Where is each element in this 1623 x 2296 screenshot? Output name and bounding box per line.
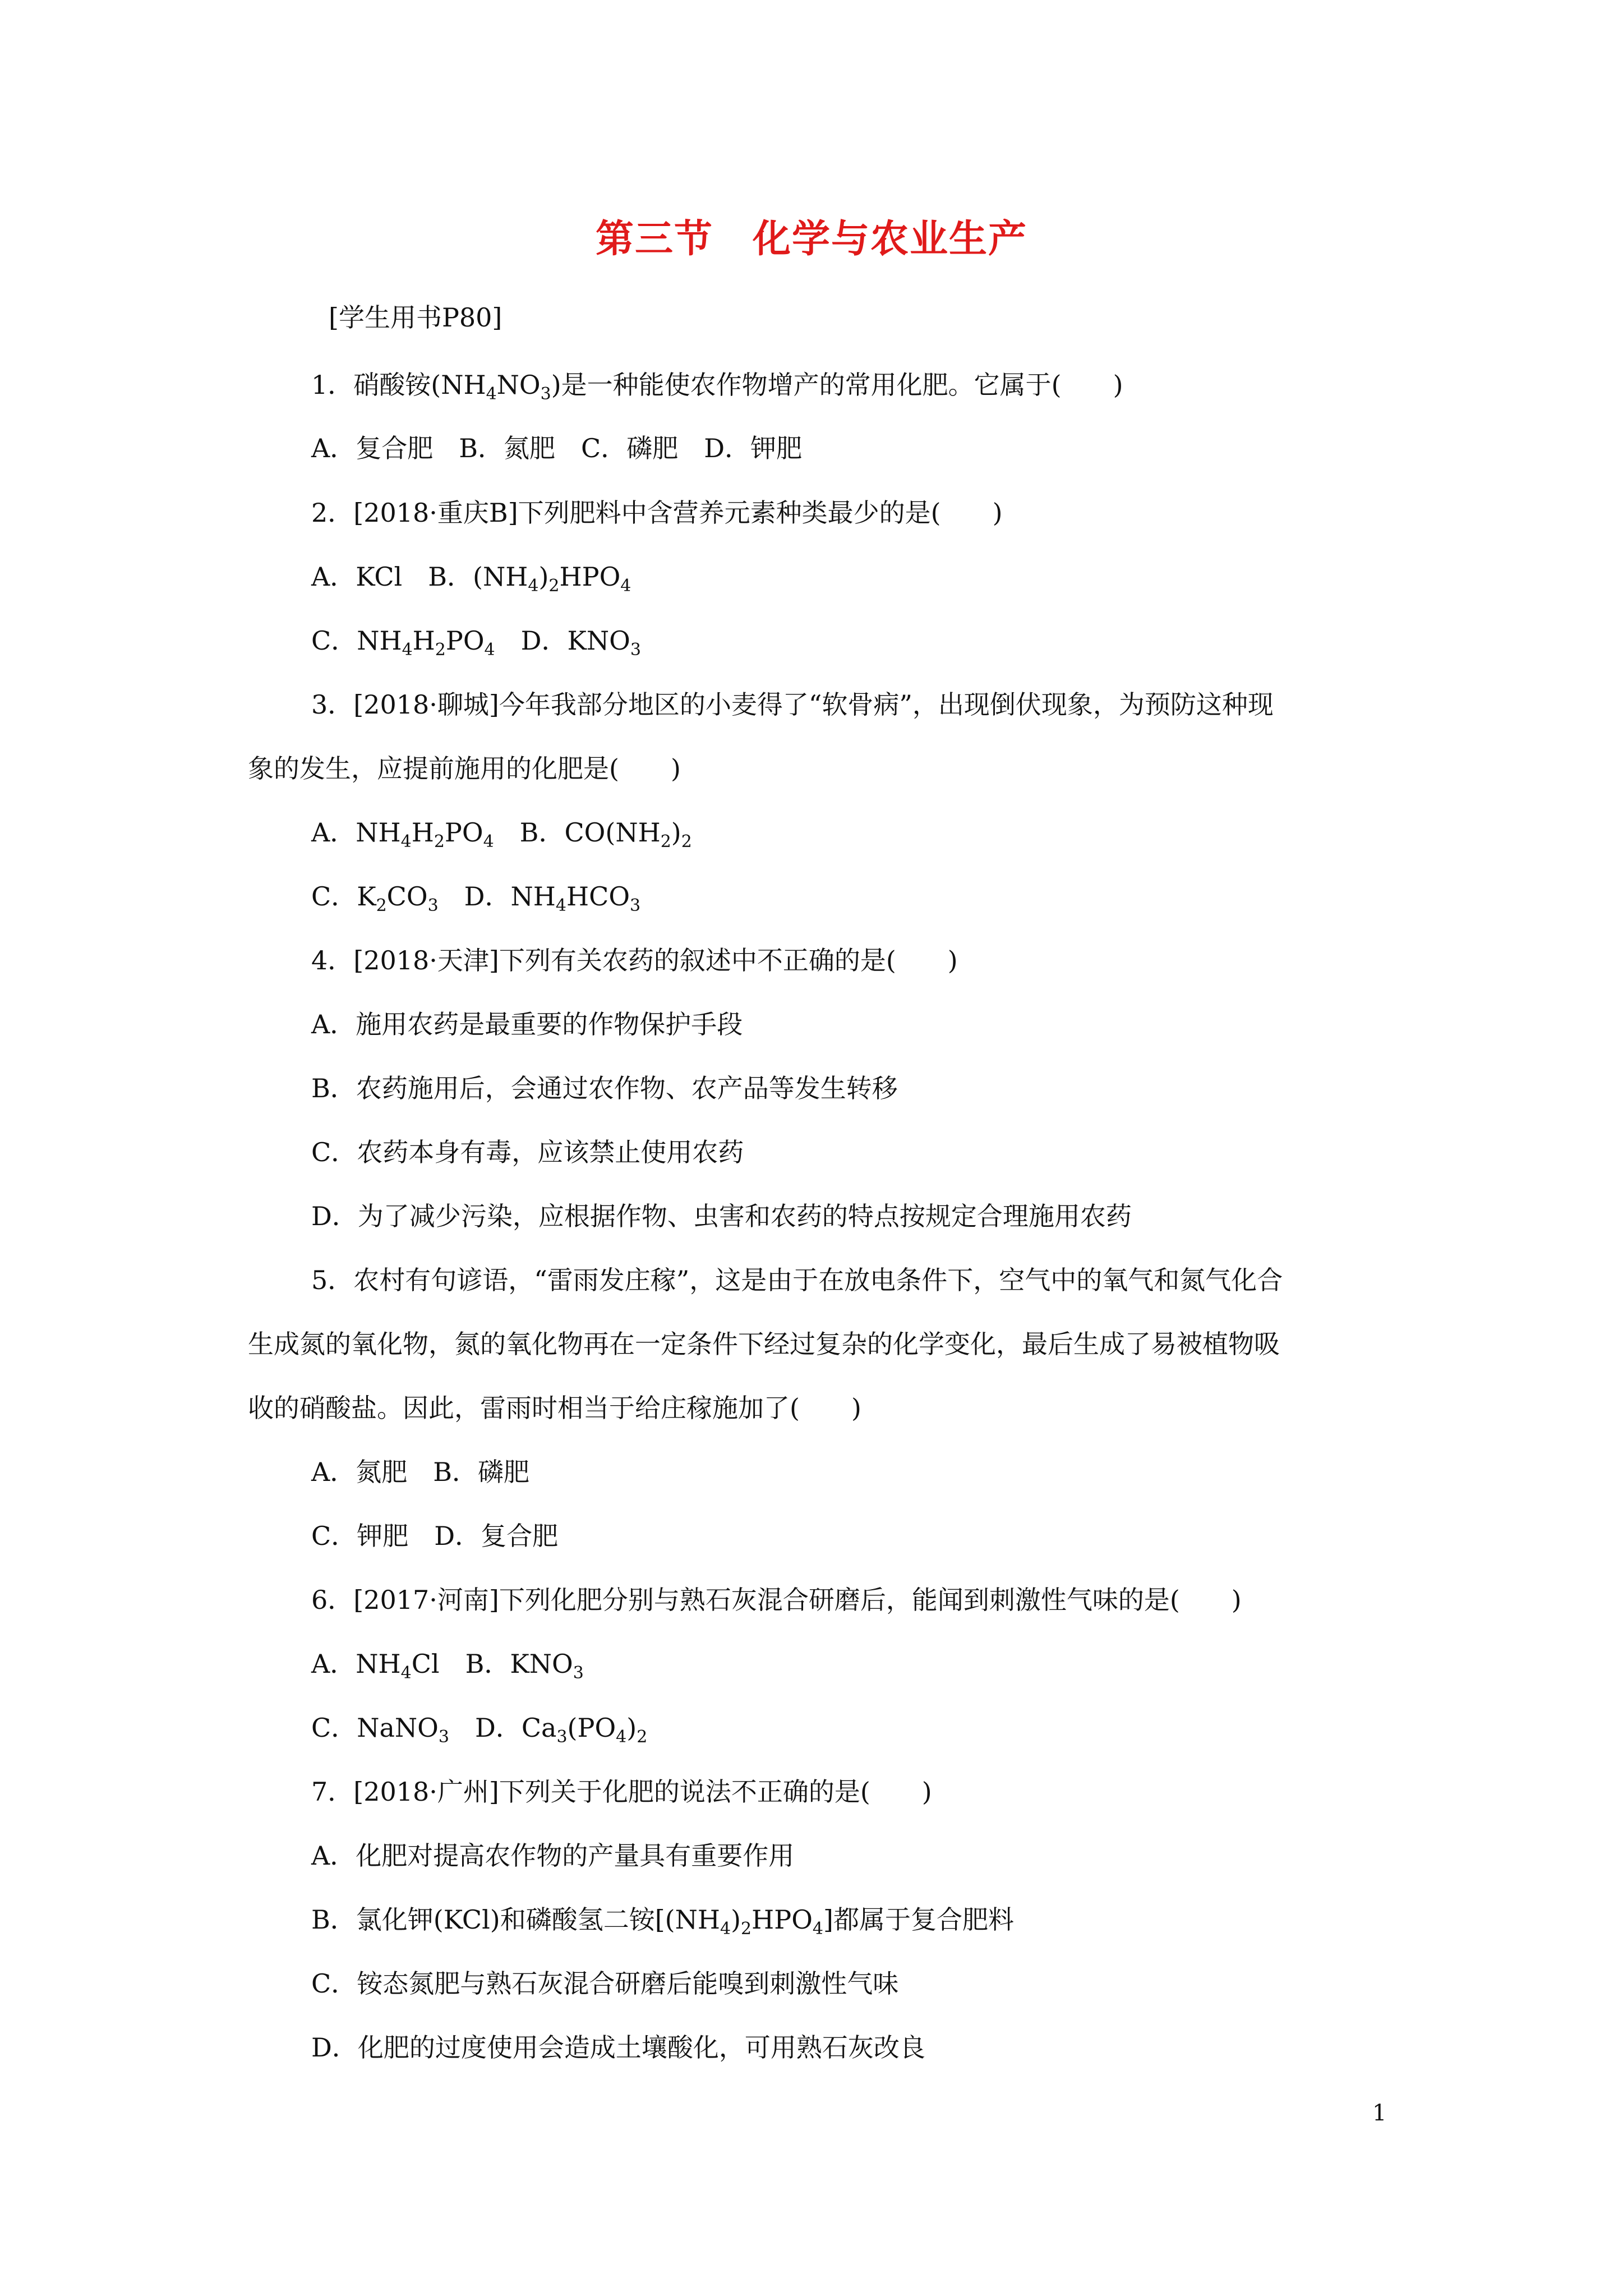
question-3-stem-line-2: 象的发生，应提前施用的化肥是( )	[248, 753, 681, 784]
source-reference: [学生用书P80]	[329, 302, 502, 333]
question-4-option-c: C．农药本身有毒，应该禁止使用农药	[311, 1137, 744, 1167]
question-4-stem: 4．[2018·天津]下列有关农药的叙述中不正确的是( )	[311, 945, 958, 976]
question-4-option-a: A．施用农药是最重要的作物保护手段	[311, 1009, 743, 1039]
page-title	[0, 209, 1623, 263]
question-7-option-a: A．化肥对提高农作物的产量具有重要作用	[311, 1841, 795, 1871]
question-6-stem: 6．[2017·河南]下列化肥分别与熟石灰混合研磨后，能闻到刺激性气味的是( )	[311, 1585, 1242, 1615]
question-7-option-c: C．铵态氮肥与熟石灰混合研磨后能嗅到刺激性气味	[311, 1968, 899, 1999]
question-2-options-cd: C．$NH_4H_2PO_4$ D．$KNO_3$	[311, 625, 641, 660]
title-section: 第三节	[595, 217, 713, 261]
question-5-stem-line-3: 收的硝酸盐。因此，雷雨时相当于给庄稼施加了( )	[248, 1393, 861, 1423]
question-2-options-ab: A．KCl B．$(NH_4)_2HPO_4$	[311, 562, 631, 596]
question-2-stem: 2．[2018·重庆B]下列肥料中含营养元素种类最少的是( )	[311, 498, 1003, 528]
question-7-option-b: B．氯化钾(KCl)和磷酸氢二铵$[(NH_4)_2HPO_4]$都属于复合肥料	[311, 1904, 1014, 1939]
page-number: 1	[1372, 2100, 1387, 2126]
question-6-options-ab: A．$NH_4Cl$ B．$KNO_3$	[311, 1649, 584, 1683]
question-3-options-cd: C．$K_2CO_3$ D．$NH_4HCO_3$	[311, 881, 641, 915]
question-3-stem-line-1: 3．[2018·聊城]今年我部分地区的小麦得了“软骨病”，出现倒伏现象，为预防这种现	[311, 689, 1274, 720]
title-topic: 化学与农业生产	[753, 217, 1028, 261]
question-5-options-cd: C．钾肥 D．复合肥	[311, 1521, 559, 1551]
question-7-stem: 7．[2018·广州]下列关于化肥的说法不正确的是( )	[311, 1777, 932, 1807]
question-5-stem-line-2: 生成氮的氧化物，氮的氧化物再在一定条件下经过复杂的化学变化，最后生成了易被植物吸	[248, 1329, 1280, 1359]
question-4-option-d: D．为了减少污染，应根据作物、虫害和农药的特点按规定合理施用农药	[311, 1201, 1132, 1231]
question-5-stem-line-1: 5．农村有句谚语，“雷雨发庄稼”，这是由于在放电条件下，空气中的氧气和氮气化合	[311, 1265, 1283, 1295]
question-1-options: A．复合肥 B．氮肥 C．磷肥 D．钾肥	[311, 433, 803, 463]
question-4-option-b: B．农药施用后，会通过农作物、农产品等发生转移	[311, 1073, 898, 1103]
question-7-option-d: D．化肥的过度使用会造成土壤酸化，可用熟石灰改良	[311, 2032, 925, 2063]
question-6-options-cd: C．NaNO$_3$ D．$Ca_3(PO_4)_2$	[311, 1713, 648, 1747]
question-1-stem: 1．硝酸铵$(NH_4NO_3)$是一种能使农作物增产的常用化肥。它属于( )	[311, 370, 1123, 404]
question-3-options-ab: A．$NH_4H_2PO_4$ B．$CO(NH_2)_2$	[311, 817, 692, 852]
question-5-options-ab: A．氮肥 B．磷肥	[311, 1457, 530, 1487]
